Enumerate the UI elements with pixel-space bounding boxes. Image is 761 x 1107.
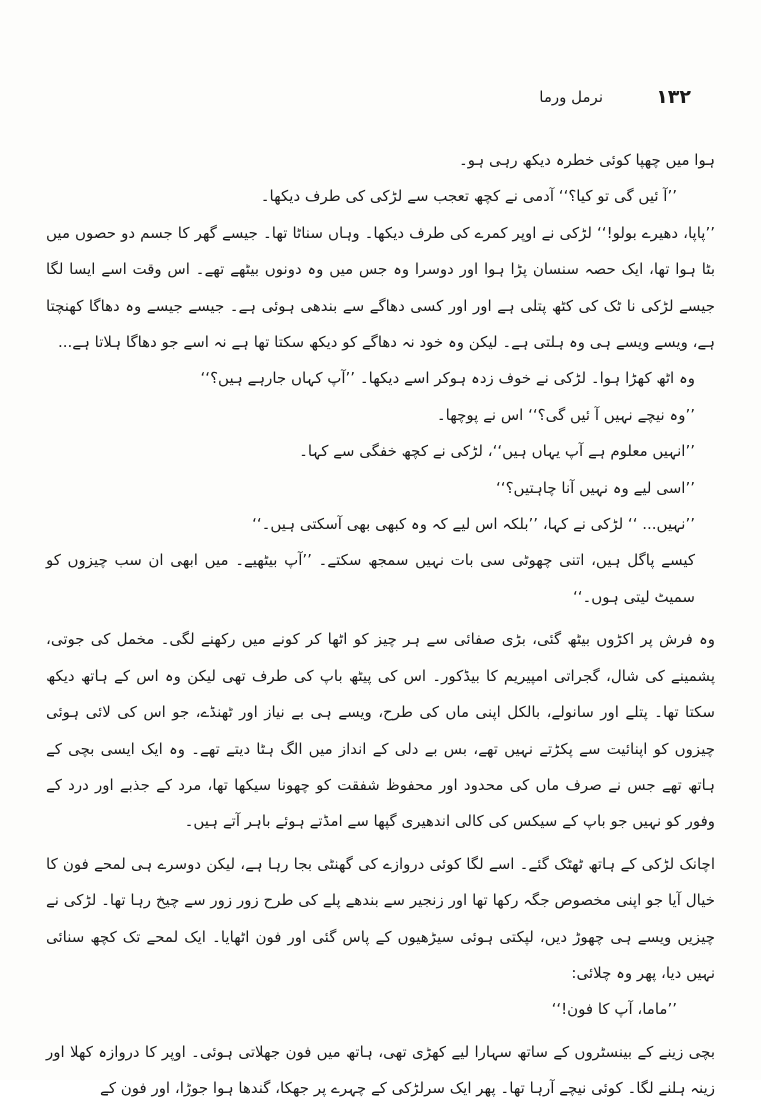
paragraph-10: وہ فرش پر اکڑوں بیٹھ گئی، بڑی صفائی سے ہر چیز کو اٹھا کر کونے میں رکھنے لگی۔ مخمل کی جوتی، پشمینے کی شال، گجراتی امپیریم کا بیڈکور۔ اس کی پیٹھ باپ کی طرف تھی لیکن وہ اس کے ہاتھ دیکھ سکتا تھا۔ پتلے اور سانولے، بالکل اپنی ماں کی طرح، ویسے ہی بے نیاز اور ٹھنڈے، جو اس کی لائی ہوئی چیزوں کو اپنائیت سے پکڑتے نہیں تھے، بس بے دلی کے انداز میں الگ ہٹا دیتے تھے۔ وہ ایک ایسی بچی کے ہاتھ تھے جس نے صرف ماں کی محدود اور محفوظ شفقت کو چھونا سیکھا تھا، مرد کے جذبے اور درد کے وفور کو نہیں جو باپ کے سیکس کی کالی اندھیری گپھا سے امڈتے ہوئے باہر آتے ہیں۔	[46, 630, 715, 831]
paragraph-11: اچانک لڑکی کے ہاتھ ٹھٹک گئے۔ اسے لگا کوئی دروازے کی گھنٹی بجا رہا ہے، لیکن دوسرے ہی لمحے فون کا خیال آیا جو اپنی مخصوص جگہ رکھا تھا اور زنجیر سے بندھے پلے کی طرح زور زور سے چیخ رہا تھا۔ لڑکی نے چیزیں ویسے ہی چھوڑ دیں، لپکتی ہوئی سیڑھیوں کے پاس گئی اور فون اٹھایا۔ ایک لمحے تک کچھ سنائی نہیں دیا، پھر وہ چلائی:	[46, 854, 715, 982]
paragraph-6: ’’انہیں معلوم ہے آپ یہاں ہیں‘‘، لڑکی نے کچھ خفگی سے کہا۔	[299, 442, 695, 461]
body-text	[46, 142, 715, 1107]
page-number: ۱۳۲	[656, 86, 691, 108]
paragraph-1: ہوا میں چھپا کوئی خطرہ دیکھ رہی ہو۔	[458, 151, 715, 169]
paragraph-4: وہ اٹھ کھڑا ہوا۔ لڑکی نے خوف زدہ ہوکر اسے دیکھا۔ ’’آپ کہاں جارہے ہیں؟‘‘	[200, 369, 695, 388]
paragraph-7: ’’اسی لیے وہ نہیں آنا چاہتیں؟‘‘	[496, 478, 695, 497]
paragraph-13: بچی زینے کے بینسٹروں کے ساتھ سہارا لیے کھڑی تھی، ہاتھ میں فون جھلاتی ہوئی۔ اوپر کا دروازہ کھلا اور زینہ ہلنے لگا۔ کوئی نیچے آرہا تھا۔ پھر ایک سرلڑکی کے چہرے پر جھکا، گندھا ہوا جوڑا، اور فون کے	[46, 1042, 715, 1098]
paragraph-12: ’’ماما، آپ کا فون!‘‘	[551, 1000, 677, 1019]
paragraph-9: کیسے پاگل ہیں، اتنی چھوٹی سی بات نہیں سمجھ سکتے۔ ’’آپ بیٹھیے۔ میں ابھی ان سب چیزوں کو سمیٹ لیتی ہوں۔‘‘	[46, 551, 695, 606]
paragraph-8: ’’نہیں... ‘‘ لڑکی نے کہا، ’’بلکہ اس لیے کہ وہ کبھی بھی آسکتی ہیں۔‘‘	[252, 515, 695, 534]
paragraph-3: ’’پاپا، دھیرے بولو!‘‘ لڑکی نے اوپر کمرے کی طرف دیکھا۔ وہاں سناٹا تھا۔ جیسے گھر کا جسم دو حصوں میں بٹا ہوا تھا، ایک حصہ سنسان پڑا ہوا اور دوسرا وہ جس میں وہ دونوں بیٹھے تھے۔ اس وقت اسے ایسا لگا جیسے لڑکی نا ٹک کی کٹھ پتلی ہے اور اور کسی دھاگے سے بندھی ہوئی ہے۔ جیسے جیسے وہ دھاگا کھنچتا ہے، ویسے ویسے ہی وہ ہلتی ہے۔ لیکن وہ خود نہ دھاگے کو دیکھ سکتا تھا ہے نہ اسے جو دھاگا ہلاتا ہے...	[46, 223, 715, 352]
running-title: نرمل ورما	[539, 88, 603, 106]
paragraph-2: ’’آ ئیں گی تو کیا؟‘‘ آدمی نے کچھ تعجب سے لڑکی کی طرف دیکھا۔	[260, 187, 677, 206]
page-header	[40, 86, 721, 116]
paragraph-5: ’’وہ نیچے نہیں آ ئیں گی؟‘‘ اس نے پوچھا۔	[436, 405, 695, 424]
